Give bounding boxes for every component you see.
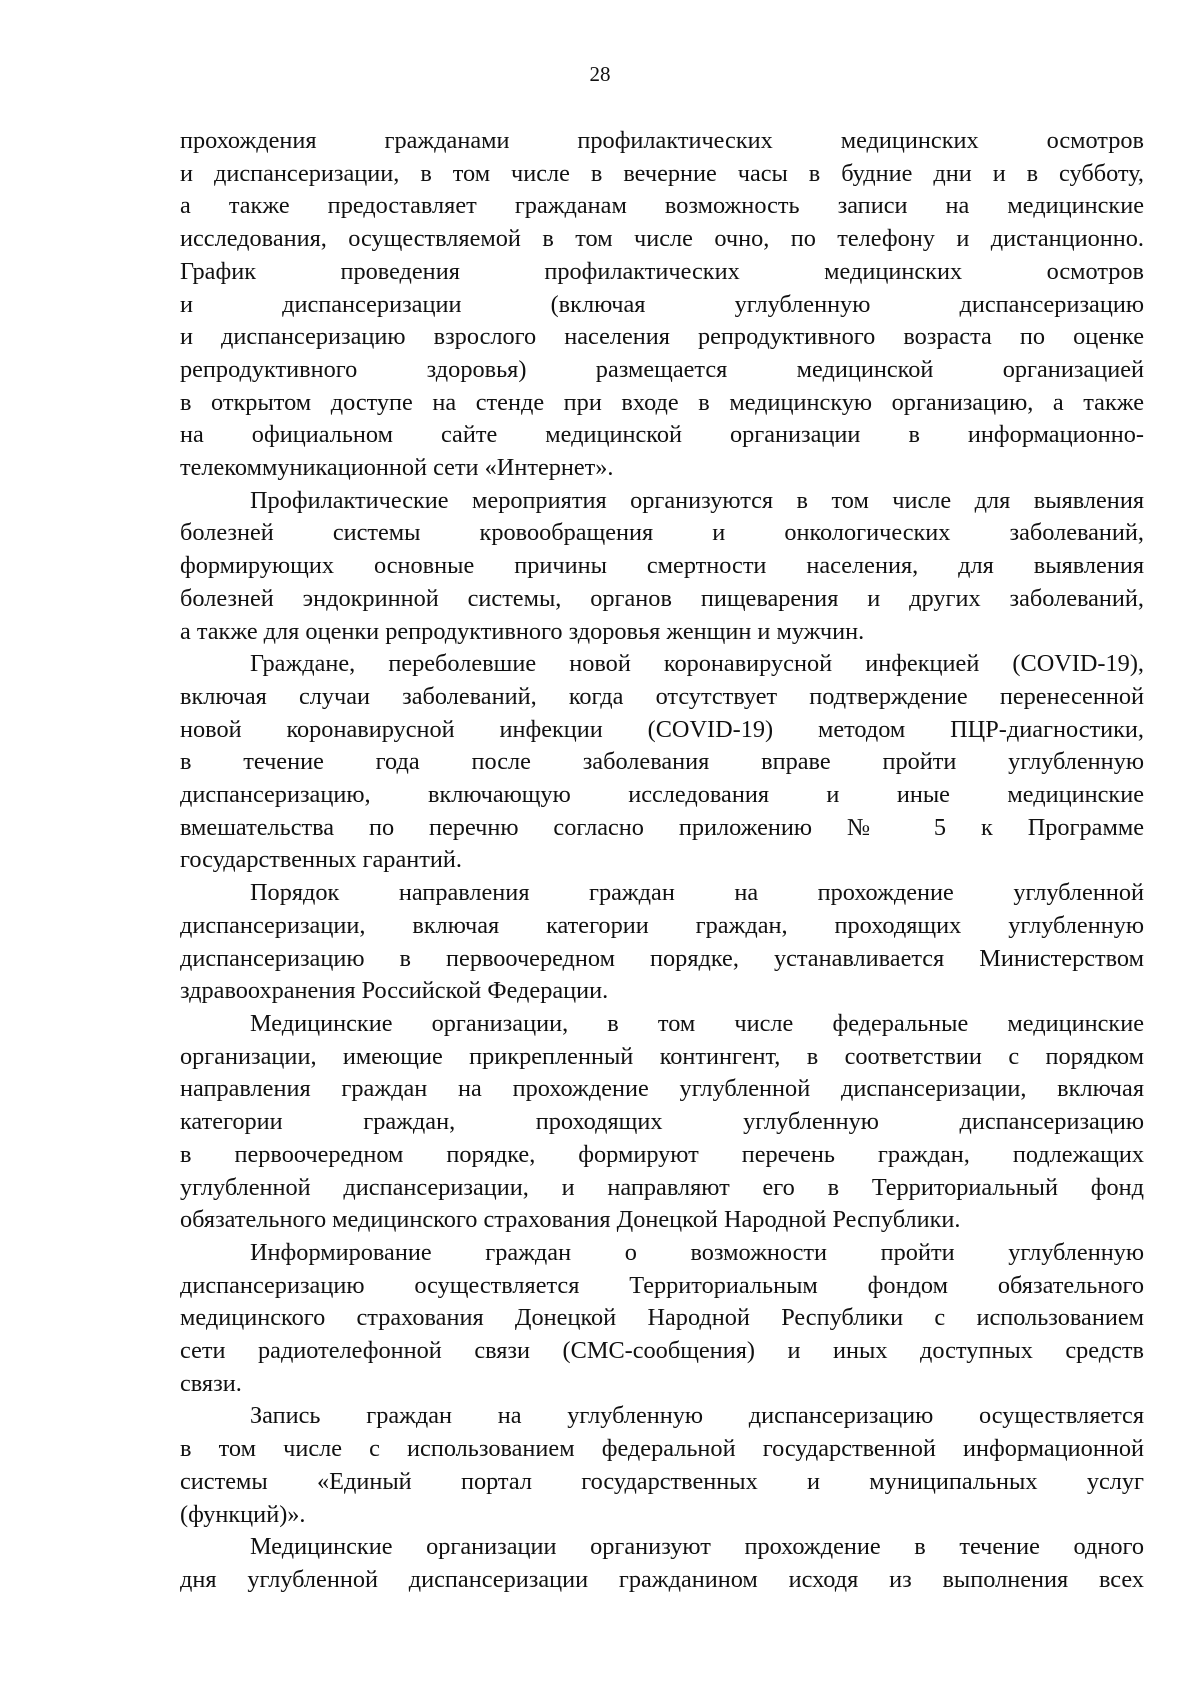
paragraph — [180, 648, 1144, 877]
text-line: медицинского страхования Донецкой Народной Республики с использованием — [180, 1304, 1144, 1332]
text-line: вмешательства по перечню согласно приложению № 5 к Программе — [180, 813, 1144, 841]
text-line: категории граждан, проходящих углубленную диспансеризацию — [180, 1108, 1144, 1136]
text-line: и диспансеризации (включая углубленную диспансеризацию — [180, 290, 1144, 318]
text-line: Профилактические мероприятия организуются в том числе для выявления — [250, 486, 1144, 514]
text-line: дня углубленной диспансеризации гражданином исходя из выполнения всех — [180, 1565, 1144, 1593]
text-line: диспансеризацию в первоочередном порядке, устанавливается Министерством — [180, 944, 1144, 972]
text-line: формирующих основные причины смертности населения, для выявления — [180, 552, 1144, 580]
document-body — [180, 125, 1144, 1597]
text-line: а также для оценки репродуктивного здоровья женщин и мужчин. — [180, 617, 865, 645]
text-line: обязательного медицинского страхования Донецкой Народной Республики. — [180, 1206, 961, 1234]
paragraph — [180, 125, 1144, 485]
text-line: системы «Единый портал государственных и муниципальных услуг — [180, 1467, 1144, 1495]
text-line: связи. — [180, 1369, 242, 1397]
text-line: здравоохранения Российской Федерации. — [180, 977, 609, 1005]
paragraph — [180, 485, 1144, 649]
text-line: исследования, осуществляемой в том числе очно, по телефону и дистанционно. — [180, 225, 1144, 253]
text-line: в открытом доступе на стенде при входе в медицинскую организацию, а также — [180, 388, 1144, 416]
text-line: направления граждан на прохождение углубленной диспансеризации, включая — [180, 1075, 1144, 1103]
text-line: углубленной диспансеризации, и направляют его в Территориальный фонд — [180, 1173, 1144, 1201]
paragraph — [180, 1237, 1144, 1401]
text-line: Медицинские организации, в том числе федеральные медицинские — [250, 1009, 1144, 1037]
text-line: включая случаи заболеваний, когда отсутствует подтверждение перенесенной — [180, 682, 1144, 710]
text-line: диспансеризацию, включающую исследования и иные медицинские — [180, 781, 1144, 809]
text-line: а также предоставляет гражданам возможность записи на медицинские — [180, 192, 1144, 220]
paragraph — [180, 1008, 1144, 1237]
paragraph — [180, 1400, 1144, 1531]
text-line: сети радиотелефонной связи (СМС-сообщения) и иных доступных средств — [180, 1337, 1144, 1365]
text-line: болезней системы кровообращения и онкологических заболеваний, — [180, 519, 1144, 547]
text-line: Граждане, переболевшие новой коронавирусной инфекцией (COVID-19), — [250, 650, 1144, 678]
text-line: диспансеризации, включая категории граждан, проходящих углубленную — [180, 911, 1144, 939]
text-line: государственных гарантий. — [180, 846, 462, 874]
paragraph — [180, 1531, 1144, 1596]
text-line: телекоммуникационной сети «Интернет». — [180, 454, 614, 482]
text-line: и диспансеризации, в том числе в вечерние часы в будние дни и в субботу, — [180, 159, 1144, 187]
text-line: Медицинские организации организуют прохождение в течение одного — [250, 1533, 1144, 1561]
text-line: График проведения профилактических медицинских осмотров — [180, 257, 1144, 285]
text-line: (функций)». — [180, 1500, 306, 1528]
paragraph — [180, 877, 1144, 1008]
text-line: Запись граждан на углубленную диспансеризацию осуществляется — [250, 1402, 1144, 1430]
text-line: в течение года после заболевания вправе пройти углубленную — [180, 748, 1144, 776]
text-line: Информирование граждан о возможности пройти углубленную — [250, 1238, 1144, 1266]
text-line: Порядок направления граждан на прохождение углубленной — [250, 879, 1144, 907]
text-line: новой коронавирусной инфекции (COVID-19) методом ПЦР-диагностики, — [180, 715, 1144, 743]
text-line: в первоочередном порядке, формируют перечень граждан, подлежащих — [180, 1140, 1144, 1168]
text-line: в том числе с использованием федеральной государственной информационной — [180, 1435, 1144, 1463]
text-line: и диспансеризацию взрослого населения репродуктивного возраста по оценке — [180, 323, 1144, 351]
text-line: болезней эндокринной системы, органов пищеварения и других заболеваний, — [180, 584, 1144, 612]
text-line: организации, имеющие прикрепленный контингент, в соответствии с порядком — [180, 1042, 1144, 1070]
text-line: на официальном сайте медицинской организации в информационно- — [180, 421, 1144, 449]
text-line: диспансеризацию осуществляется Территориальным фондом обязательного — [180, 1271, 1144, 1299]
text-line: прохождения гражданами профилактических медицинских осмотров — [180, 127, 1144, 154]
text-line: репродуктивного здоровья) размещается медицинской организацией — [180, 355, 1144, 383]
page-number: 28 — [589, 62, 611, 86]
